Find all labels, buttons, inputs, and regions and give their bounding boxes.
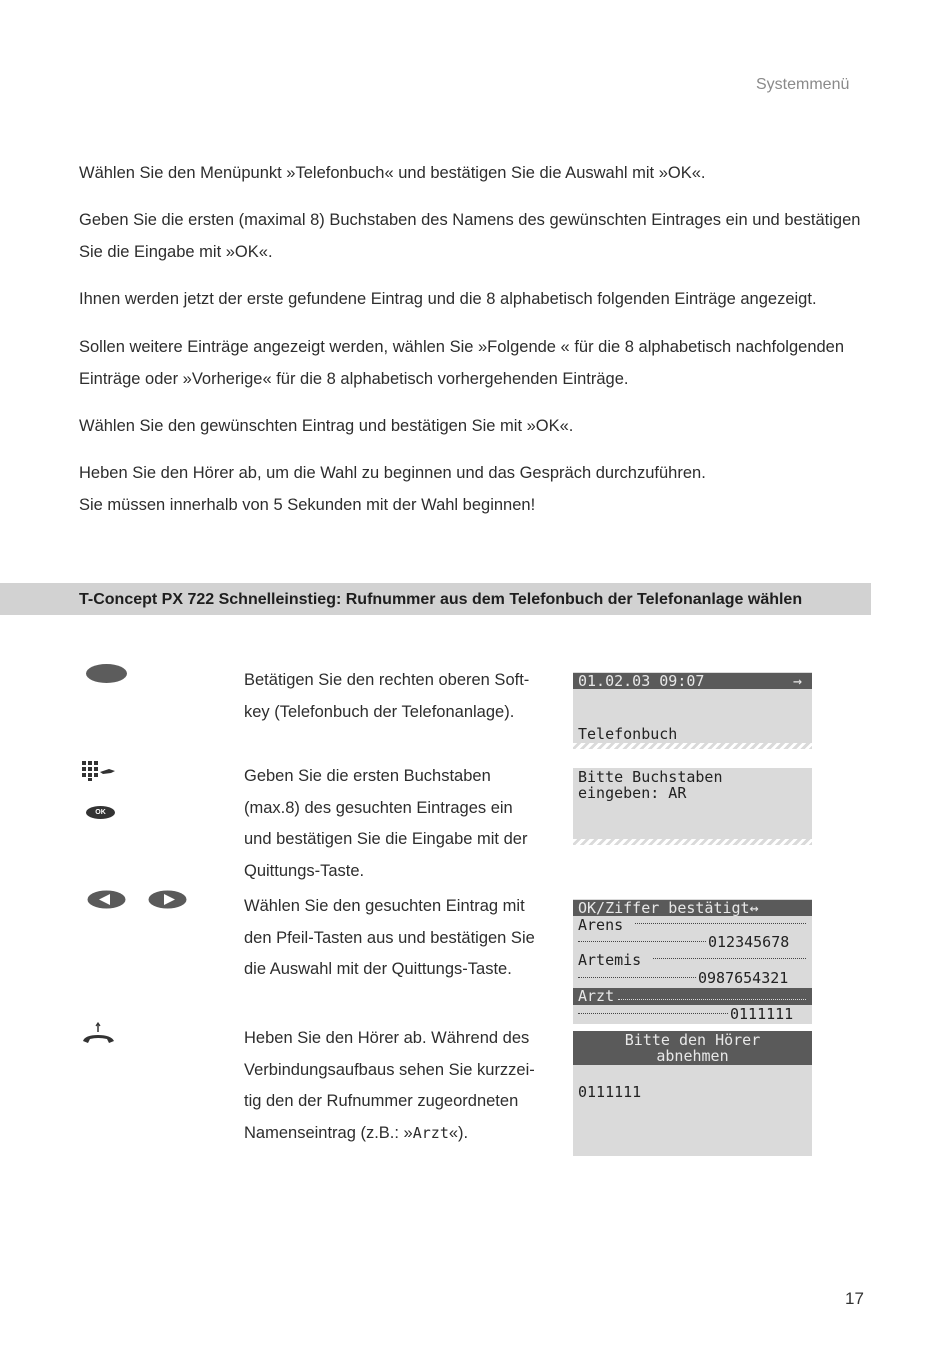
lcd-prompt-bar — [573, 1031, 812, 1065]
ok-key-label: OK — [95, 809, 106, 816]
entry-name: Arens — [578, 916, 624, 934]
lcd-line: Bitte Buchstaben — [578, 768, 723, 786]
lcd-display-hoerer — [573, 1031, 812, 1156]
lcd-prompt-line: Bitte den Hörer — [624, 1031, 761, 1049]
step-text-1: Betätigen Sie den rechten oberen Soft-key (Telefonbuch der Telefonanlage). — [244, 671, 530, 721]
step-text-4-example: Arzt — [412, 1123, 449, 1142]
lcd-line: eingeben: AR — [578, 784, 687, 802]
lcd-display-buchstaben — [573, 768, 812, 845]
step-text-2: Geben Sie die ersten Buchstaben (max.8) des gesuchten Eintrages ein und bestätigen Sie die Eingabe mit der Quittungs-Taste. — [244, 767, 528, 880]
handset-icon — [81, 1022, 117, 1046]
instruction-paragraph: Sollen weitere Einträge angezeigt werden, wählen Sie »Folgende « für die 8 alphabetisch nachfolgenden Einträge oder »Vorherige« für die 8 alphabetisch vorhergehenden Einträge. — [79, 338, 845, 388]
step-text-4-before: Heben Sie den Hörer ab. Während des Verbindungsaufbaus sehen Sie kurzzei-tig den der Rufnummer zugeordneten Namenseintrag (z.B.: » — [244, 1029, 535, 1142]
lcd-display-entries — [573, 899, 812, 1024]
arrow-right-icon: → — [793, 672, 803, 690]
arrow-right-key-icon — [148, 890, 187, 909]
arrow-left-key-icon — [87, 890, 126, 909]
softkey-icon — [86, 664, 127, 683]
page-number: 17 — [845, 1289, 864, 1308]
lcd-line: Telefonbuch — [578, 725, 678, 743]
keypad-icon — [81, 760, 117, 782]
ok-key-icon — [86, 806, 115, 819]
entry-selected — [573, 988, 812, 1005]
lcd-prompt-line: abnehmen — [656, 1047, 729, 1065]
instruction-paragraph: Ihnen werden jetzt der erste gefundene Eintrag und die 8 alphabetisch folgenden Einträge angezeigt. — [79, 290, 817, 308]
lcd-header-text: OK/Ziffer bestätigt↔ — [578, 899, 759, 917]
lcd-dialed-number: 0111111 — [578, 1083, 642, 1101]
entry-number: 0987654321 — [698, 969, 789, 987]
banner-title: T-Concept PX 722 Schnelleinstieg: Rufnummer aus dem Telefonbuch der Telefonanlage wählen — [79, 591, 803, 608]
lcd-display-telefonbuch — [573, 672, 812, 749]
instruction-paragraph: Wählen Sie den Menüpunkt »Telefonbuch« und bestätigen Sie die Auswahl mit »OK«. — [79, 164, 706, 182]
entry-name: Artemis — [578, 951, 642, 969]
warning-paragraph: Sie müssen innerhalb von 5 Sekunden mit der Wahl beginnen! — [79, 496, 536, 514]
instruction-paragraph: Wählen Sie den gewünschten Eintrag und bestätigen Sie mit »OK«. — [79, 417, 574, 435]
lcd-status-bar — [573, 673, 812, 689]
lcd-datetime: 01.02.03 09:07 — [578, 672, 705, 690]
instruction-paragraph: Heben Sie den Hörer ab, um die Wahl zu beginnen und das Gespräch durchzuführen. — [79, 464, 706, 482]
instruction-paragraph: Geben Sie die ersten (maximal 8) Buchstaben des Namens des gewünschten Eintrages ein und bestätigen Sie die Eingabe mit »OK«. — [79, 211, 861, 261]
entry-number: 0111111 — [730, 1005, 794, 1023]
lcd-header-bar — [573, 900, 812, 916]
step-text-3: Wählen Sie den gesuchten Eintrag mit den Pfeil-Tasten aus und bestätigen Sie die Auswahl mit der Quittungs-Taste. — [244, 897, 535, 978]
section-header: Systemmenü — [756, 76, 850, 93]
step-text-4-after: «). — [448, 1123, 469, 1142]
entry-name: Arzt — [578, 987, 615, 1005]
step-text-4 — [244, 1023, 544, 1149]
entry-number: 012345678 — [708, 933, 790, 951]
